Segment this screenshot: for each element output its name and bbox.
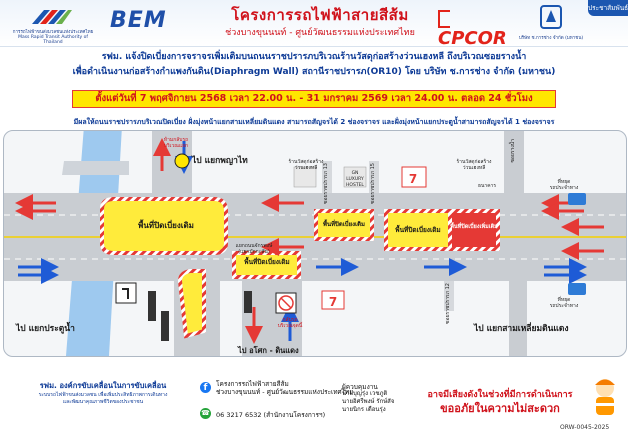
shop-label-1: ร้านวัสดุก่อสร้าง ว่วนเฮงหลี (288, 159, 324, 171)
barrier-2 (161, 311, 169, 341)
footer (0, 356, 628, 444)
soi-label-2: ซอยราชปรารภ 15 (370, 163, 376, 204)
notice-text (0, 50, 628, 80)
dir-asoke: ไป อโศก - ดินแดง (238, 346, 299, 355)
mrta-logo (8, 4, 98, 45)
contact-2: นายอิศรีพงษ์ รักษ์สัจ (342, 398, 395, 405)
phone-number[interactable]: 06 3217 6532 (สำนักงานโครงการฯ) (216, 411, 326, 419)
area-old-label-1: พื้นที่ปิดเบี่ยงเดิม (138, 221, 194, 230)
area-old-label-2: พื้นที่ปิดเบี่ยงเดิม (244, 258, 290, 266)
notice-line-2: เพื่อดำเนินงานก่อสร้างกำแพงกันดิน(Diaphragm Wall) สถานีราชปรารภ(OR10) โดย บริษัท ช.การช่าง จำกัด (มหาชน) (72, 67, 556, 77)
contact-heading: ผู้ควบคุมงาน (342, 383, 378, 391)
facebook-icon: f (200, 382, 211, 393)
shop-label-2: ร้านวัสดุก่อสร้าง ว่วนเฮงหลี (456, 159, 492, 171)
seven-logo-2: 7 (328, 295, 338, 309)
phone-icon: ☎ (201, 409, 210, 417)
pr-badge: ประชาสัมพันธ์ (588, 0, 628, 16)
junction-label: แยกถนนจักรพงษ์ (แยกมักกะสัน) (235, 243, 273, 255)
apology-line-1: อาจมีเสียงดังในช่วงที่มีการดำเนินการ (427, 390, 573, 400)
bem-text: BEM (110, 8, 167, 33)
bridge-upper (62, 161, 129, 175)
effect-note: มีผลให้ถนนราชปรารภบริเวณปิดเบี่ยง ฝั่งมุ่งหน้าแยกสามเหลี่ยมดินแดง สามารถสัญจรได้ 2 ช่องจราจร และฝั่งมุ่งหน้าแยกประตูน้ำสามารถสัญจรได้ 1 ช่องจราจร (73, 118, 555, 126)
contact-1: นายบุญรุ่ง เวชภูติ (342, 390, 388, 397)
soi-label-1: ซอยราชปรารภ 13 (323, 163, 329, 204)
bus-stop-label-2: ที่หยุด รถประจำทาง (549, 297, 579, 309)
hotel-label: GN LUXURY HOSTEL (346, 171, 364, 188)
ch-seal-icon (539, 4, 563, 30)
bus-stop-label-1: ที่หยุด รถประจำทาง (549, 179, 579, 191)
cpcor-text: CPCOR (438, 27, 507, 49)
soi-label-4: ซอยรางน้ำ (510, 139, 516, 163)
date-banner: ตั้งแต่วันที่ 7 พฤศจิกายน 2568 เวลา 22.00 น. - 31 มกราคม 2569 เวลา 24.00 น. ตลอด 24 ชั่วโมง (72, 90, 556, 108)
bus-stop-1 (568, 193, 586, 205)
uturn-note: กลับรถ บริเวณจุดนี้ (277, 317, 303, 329)
bus-stop-2 (568, 283, 586, 295)
bank-label: ธนาคาร (477, 183, 497, 189)
apology-line-2: ขออภัยในความไม่สะดวก (440, 402, 560, 415)
cpcor-mark-icon (438, 10, 450, 28)
traffic-map (3, 130, 627, 357)
mrta-name: การรถไฟฟ้าขนส่งมวลชนแห่งประเทศไทย Mass Rapid Transit Authority of Thailand (12, 30, 94, 45)
barrier-3 (244, 291, 252, 313)
facebook-page[interactable]: โครงการรถไฟฟ้าสายสีส้ม ช่วงบางขุนนนท์ - ศูนย์วัฒนธรรมแห่งประเทศไทย (216, 380, 354, 396)
ch-karnchang-logo (515, 4, 585, 44)
closure-south (180, 271, 204, 336)
cpcor-logo (438, 8, 508, 49)
worker-mascot-icon (588, 376, 622, 418)
dir-pratunam: ไป แยกประตูน้ำ (16, 324, 75, 334)
bem-logo (110, 8, 172, 38)
contact-list (342, 390, 394, 414)
area-new-label: พื้นที่ปิดเบี่ยงเพิ่มเติม (450, 224, 498, 230)
project-title: โครงการรถไฟฟ้าสายสีส้ม (231, 6, 409, 24)
apology-text (410, 388, 590, 416)
project-subtitle: ช่วงบางขุนนนท์ - ศูนย์วัฒนธรรมแห่งประเทศไทย (225, 28, 415, 38)
dir-samliam: ไป แยกสามเหลี่ยมดินแดง (474, 324, 569, 334)
mrta-emblem-icon (30, 6, 74, 28)
header (0, 0, 628, 47)
reference-code: ORW-0045-2025 (560, 424, 610, 431)
barrier-1 (148, 291, 156, 321)
area-old-label-4: พื้นที่ปิดเบี่ยงเดิม (395, 226, 441, 234)
left-turn-sign-icon (116, 283, 136, 303)
dir-phayathai: ไป แยกพญาไท (192, 156, 248, 166)
area-old-label-3: พื้นที่ปิดเบี่ยงเดิม (323, 221, 365, 228)
footer-dept: รฟม. องค์กรขับเคลื่อนในการขับเคลื่อน (39, 381, 167, 390)
no-uturn-note: ห้ามกลับรถ บริเวณแยก (163, 137, 189, 149)
notice-line-1: รฟม. แจ้งปิดเบี่ยงการจราจรเพิ่มเติมบนถนนราชปรารภบริเวณร้านวัสดุก่อสร้างว่วนเฮงหลี ถึงบริเวณซอยรางน้ำ (101, 52, 527, 62)
contact-3: นายนิกร เดือนรุ่ง (342, 406, 386, 413)
footer-dept-sub: ระบบรถไฟฟ้าขนส่งมวลชน เพื่อเพิ่มประสิทธิภาพการเดินทาง และพัฒนาคุณภาพชีวิตของประชาชน (38, 392, 168, 405)
soi-label-3: ซอยราชปรารภ 12 (445, 283, 451, 324)
road-south-right (509, 281, 527, 356)
warning-sign-icon (175, 154, 189, 168)
ch-name: บริษัท ช.การช่าง จำกัด (มหาชน) (518, 36, 584, 41)
seven-logo-1: 7 (408, 172, 418, 186)
